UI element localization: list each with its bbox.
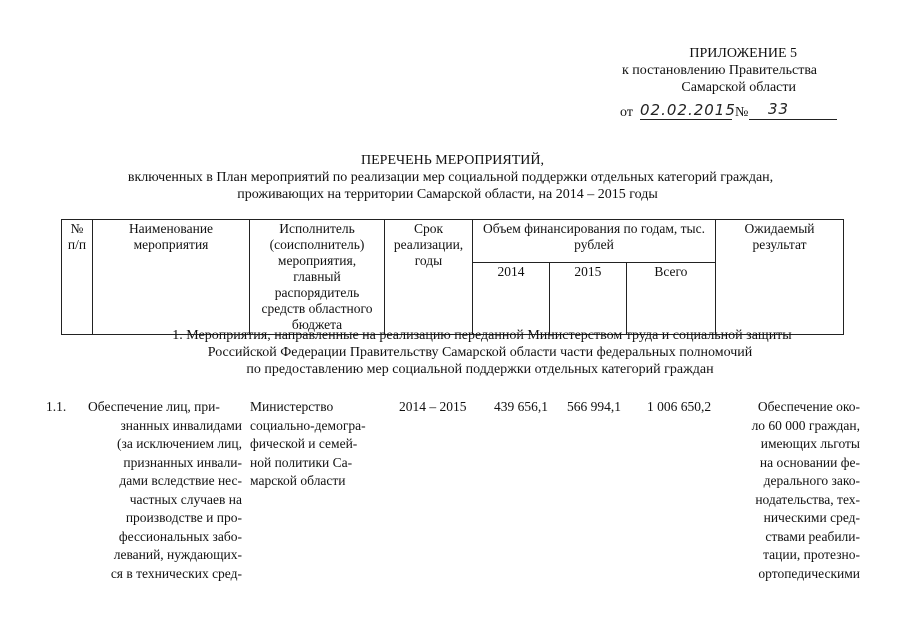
date-underline: [640, 119, 732, 120]
row-name: [88, 398, 242, 583]
row-result-line: ло 60 000 граждан,: [751, 417, 860, 433]
header-2014: 2014: [473, 262, 550, 334]
row-result-line: на основании фе-: [759, 454, 860, 470]
row-result-line: ствами реабили-: [765, 528, 860, 544]
row-executor: [250, 398, 386, 491]
header-name: Наименование мероприятия: [93, 220, 250, 335]
header-total: Всего: [626, 262, 715, 334]
date-handwritten: 02.02.2015: [640, 101, 736, 119]
section-heading-2: Российской Федерации Правительству Самарской области части федеральных полномочий: [207, 345, 753, 360]
row-name-line: фессиональных забо-: [118, 528, 242, 544]
doc-subtitle-1: включенных в План мероприятий по реализации мер социальной поддержки отдельных категорий граждан,: [127, 170, 774, 185]
header-term: Срок реализации, годы: [385, 220, 473, 335]
appendix-date-line: [620, 100, 840, 122]
number-underline: [749, 119, 837, 120]
row-name-line: дами вследствие нес-: [119, 473, 242, 488]
row-executor-line: Министерство: [250, 399, 334, 414]
header-2015: 2015: [549, 262, 626, 334]
row-value-2015: 566 994,1: [567, 399, 621, 414]
row-result: [736, 398, 860, 583]
row-executor-line: марской области: [250, 473, 346, 488]
row-name-line: производстве и про-: [125, 510, 242, 525]
date-prefix: от: [620, 105, 633, 120]
row-result-line: ническими сред-: [763, 510, 860, 525]
row-value-total: 1 006 650,2: [647, 399, 712, 414]
row-executor-line: ной политики Са-: [250, 454, 353, 470]
row-result-line: дерального зако-: [763, 473, 860, 488]
doc-title: ПЕРЕЧЕНЬ МЕРОПРИЯТИЙ,: [361, 153, 544, 168]
header-num: № п/п: [62, 220, 93, 335]
row-name-line: леваний, нуждающих-: [113, 547, 242, 562]
doc-subtitle-2: проживающих на территории Самарской области, на 2014 – 2015 годы: [237, 187, 658, 202]
row-executor-line: фической и семей-: [250, 436, 358, 451]
appendix-region: Самарской области: [681, 80, 796, 95]
header-financing: Объем финансирования по годам, тыс. рублей: [473, 220, 716, 263]
row-result-line: Обеспечение око-: [757, 399, 860, 414]
row-name-line: частных случаев на: [129, 491, 242, 507]
row-name-line: знанных инвалидами: [120, 417, 242, 433]
section-heading-3: по предоставлению мер социальной поддержки отдельных категорий граждан: [246, 362, 714, 377]
row-result-line: нодательства, тех-: [755, 491, 860, 507]
row-name-line: Обеспечение лиц, при-: [88, 399, 220, 414]
row-name-line: (за исключением лиц,: [117, 436, 242, 451]
row-name-line: ся в технических сред-: [110, 565, 242, 581]
row-term: 2014 – 2015: [399, 399, 467, 414]
row-value-2014: 439 656,1: [494, 399, 548, 414]
header-result: Ожидаемый результат: [716, 220, 844, 335]
number-handwritten: 33: [768, 100, 790, 118]
row-result-line: тации, протезно-: [763, 547, 860, 562]
header-executor: Исполнитель (соисполнитель) мероприятия, главный распорядитель средств областного бюджета: [250, 220, 385, 335]
appendix-resolution: к постановлению Правительства: [622, 63, 818, 78]
row-result-line: ортопедическими: [758, 565, 860, 581]
row-name-line: признанных инвали-: [123, 454, 242, 470]
row-result-line: имеющих льготы: [760, 436, 860, 451]
section-heading-1: 1. Мероприятия, направленные на реализацию переданной Министерством труда и социальной защиты: [172, 328, 792, 343]
table-header: [61, 219, 844, 335]
number-prefix: №: [735, 105, 749, 120]
appendix-label: ПРИЛОЖЕНИЕ 5: [689, 46, 797, 61]
row-executor-line: социально-демогра-: [250, 417, 366, 433]
row-number: 1.1.: [46, 399, 67, 414]
